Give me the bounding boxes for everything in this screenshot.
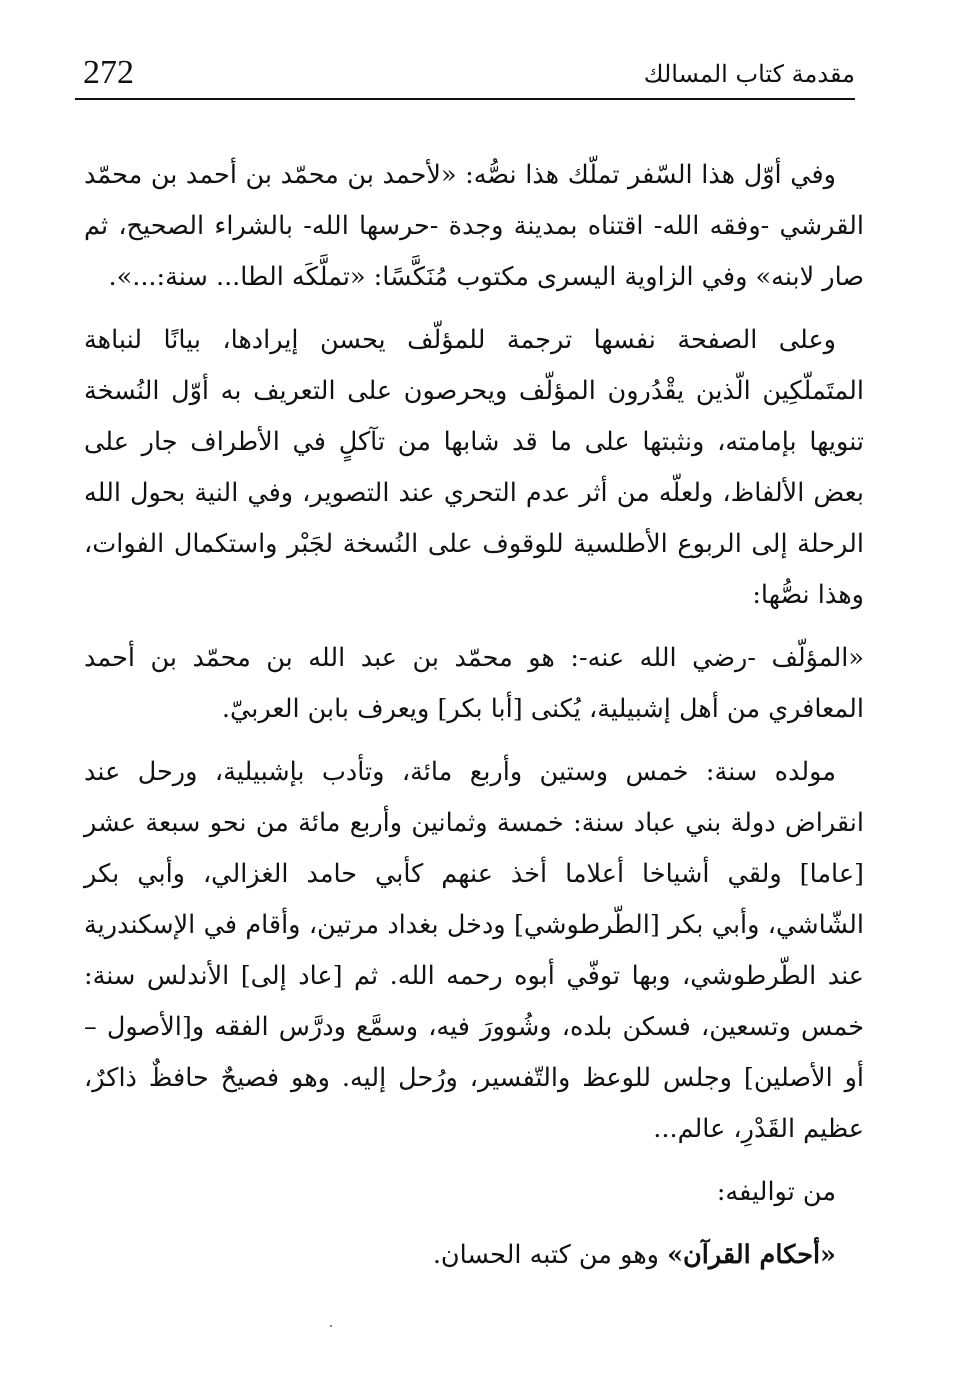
body-text [84,150,864,1293]
book-title: «أحكام القرآن» [667,1240,836,1270]
paragraph-biography: مولده سنة: خمس وستين وأربع مائة، وتأدب بإشبيلية، ورحل عند انقراض دولة بني عباد سنة: خمسة وثمانين وأربع مائة من نحو سبعة عشر [عاما] ولقي أشياخا أعلاما أخذ عنهم كأبي حامد الغزالي، وأبي بكر الشّاشي، وأبي بكر [الطّرطوشي] ودخل بغداد مرتين، وأقام في الإسكندرية عند الطّرطوشي، وبها توفّي أبوه رحمه الله. ثم [عاد إلى] الأندلس سنة: خمس وتسعين، فسكن بلده، وشُوورَ فيه، وسمَّع ودرَّس الفقه و[الأصول – أو الأصلين] وجلس للوعظ والتّفسير، ورُحل إليه. وهو فصيحٌ حافظٌ ذاكرٌ، عظيم القَدْرِ، عالم... [84,757,864,1144]
paragraph-ownership: وفي أوّل هذا السّفر تملّك هذا نصُّه: «لأحمد بن محمّد بن أحمد بن محمّد القرشي -وفقه الله- اقتناه بمدينة وجدة -حرسها الله- بالشراء الصحيح، ثم صار لابنه» وفي الزاوية اليسرى مكتوب مُنَكَّسًا: «تملَّكَه الطا... سنة:...». [84,160,864,292]
paragraph-works-item [84,1230,864,1281]
page-header [75,52,855,102]
page-number: 272 [83,54,134,91]
book-note: وهو من كتبه الحسان. [432,1240,668,1270]
paragraph-author: «المؤلّف -رضي الله عنه-: هو محمّد بن عبد الله بن محمّد بن أحمد المعافري من أهل إشبيلية، يُكنى [أبا بكر] ويعرف بابن العربيّ. [84,643,864,724]
paragraph-works-heading: من تواليفه: [716,1177,836,1207]
paragraph-translation-intro: وعلى الصفحة نفسها ترجمة للمؤلّف يحسن إيرادها، بيانًا لنباهة المتَملّكِين الّذين يقْدُرون المؤلّف ويحرصون على التعريف به أوّل النُسخة تنويها بإمامته، ونثبتها على ما قد شابها من تآكلٍ في الأطراف جار على بعض الألفاظ، ولعلّه من أثر عدم التحري عند التصوير، وفي النية بحول الله الرحلة إلى الربوع الأطلسية للوقوف على النُسخة لجَبْر واستكمال الفوات، وهذا نصُّها: [84,325,864,610]
scan-speck [330,1325,332,1327]
header-rule [75,98,855,100]
running-title: مقدمة كتاب المسالك [643,60,855,88]
